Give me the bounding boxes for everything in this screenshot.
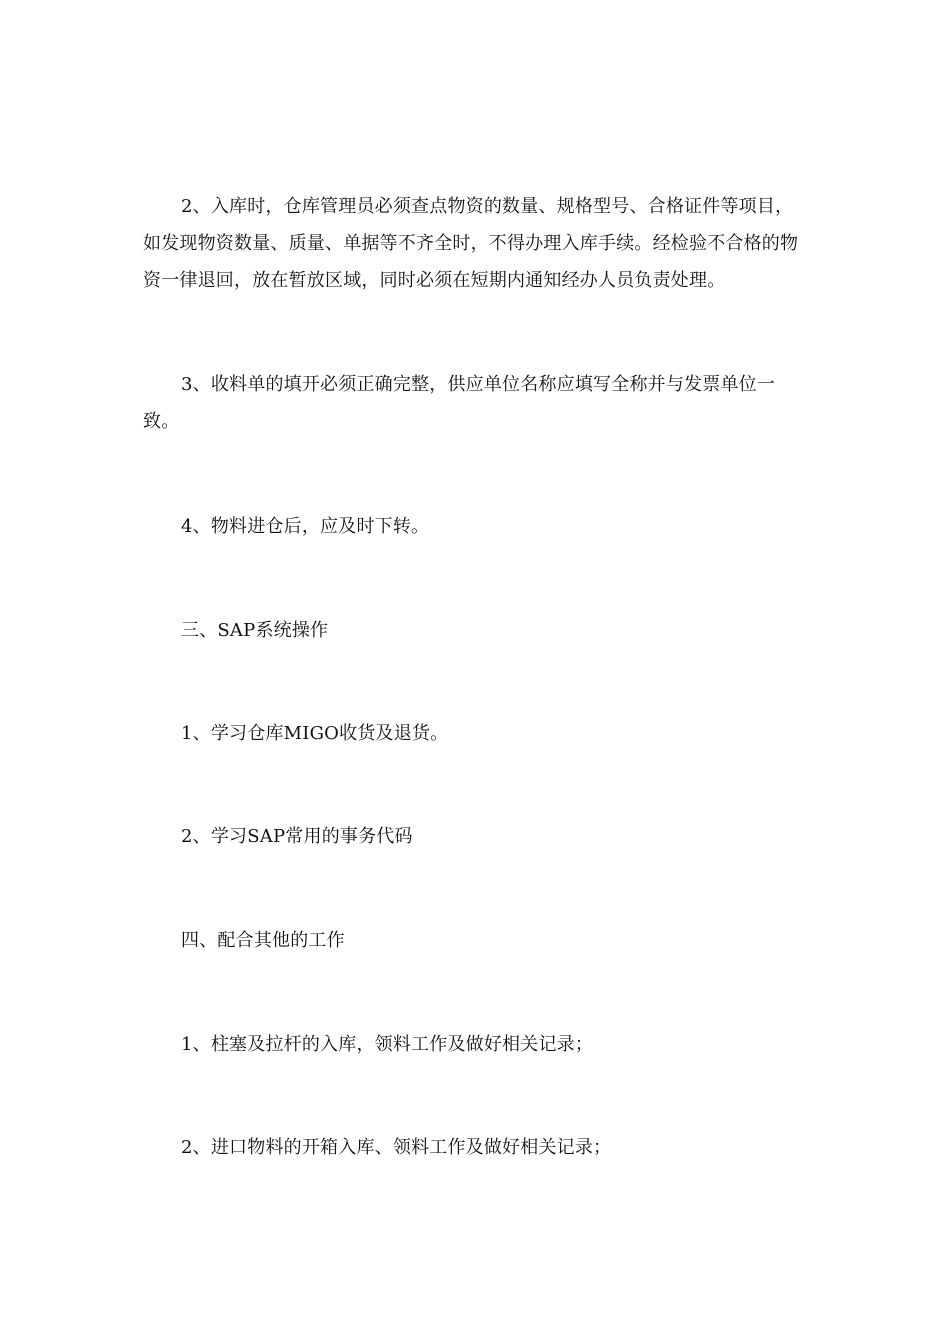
paragraph-migo: 1、学习仓库MIGO收货及退货。 xyxy=(181,723,449,744)
section-heading-other-work: 四、配合其他的工作 xyxy=(181,930,345,951)
paragraph-plunger-rod: 1、柱塞及拉杆的入库，领料工作及做好相关记录； xyxy=(181,1034,594,1055)
paragraph-material-transfer: 4、物料进仓后，应及时下转。 xyxy=(181,516,430,537)
paragraph-imported-materials: 2、进口物料的开箱入库、领料工作及做好相关记录； xyxy=(181,1137,612,1158)
paragraph-receipt-form: 3、收料单的填开必须正确完整，供应单位名称应填写全称并与发票单位一致。 xyxy=(143,374,776,432)
paragraph-warehouse-inspection: 2、入库时，仓库管理员必须查点物资的数量、规格型号、合格证件等项目，如发现物资数量、质量、单据等不齐全时，不得办理入库手续。经检验不合格的物资一律退回，放在暂放区域，同时必须在短期内通知经办人员负责处理。 xyxy=(143,196,799,291)
section-heading-sap: 三、SAP系统操作 xyxy=(181,620,329,641)
paragraph-sap-codes: 2、学习SAP常用的事务代码 xyxy=(181,826,413,847)
